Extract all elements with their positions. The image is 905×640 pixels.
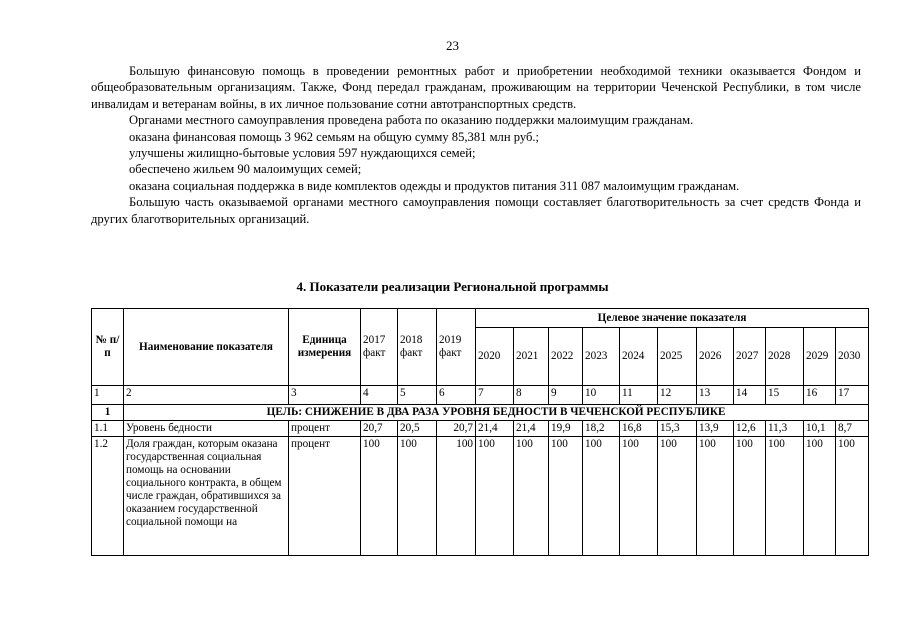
column-number: 10 [583, 386, 620, 405]
column-number: 9 [549, 386, 583, 405]
column-number: 16 [804, 386, 836, 405]
column-number: 13 [697, 386, 734, 405]
row-value: 10,1 [804, 421, 836, 437]
table-row [92, 421, 869, 437]
header-year: 2028 [766, 328, 804, 386]
row-value: 21,4 [476, 421, 514, 437]
row-value: 20,7 [361, 421, 398, 437]
row-num: 1.2 [92, 437, 124, 556]
row-name: Доля граждан, которым оказана государственная социальная помощь на основании социального контракта, в общем числе граждан, обратившихся за оказанием государственной социальной помощи на [124, 437, 289, 556]
row-value: 8,7 [836, 421, 869, 437]
row-num: 1.1 [92, 421, 124, 437]
body-text [91, 63, 861, 227]
header-year-fact: 2019 факт [437, 309, 476, 386]
row-value: 11,3 [766, 421, 804, 437]
row-value: 100 [836, 437, 869, 556]
goal-num: 1 [92, 405, 124, 421]
header-year: 2020 [476, 328, 514, 386]
row-value: 19,9 [549, 421, 583, 437]
header-row [92, 309, 869, 328]
row-unit: процент [289, 421, 361, 437]
header-year: 2027 [734, 328, 766, 386]
row-value: 100 [620, 437, 658, 556]
row-value: 100 [766, 437, 804, 556]
column-number: 5 [398, 386, 437, 405]
paragraph: Большую часть оказываемой органами местного самоуправления помощи составляет благотворительность за счет средств Фонда и других благотворительных организаций. [91, 195, 861, 226]
column-number: 8 [514, 386, 549, 405]
row-value: 16,8 [620, 421, 658, 437]
column-number: 17 [836, 386, 869, 405]
row-value: 100 [476, 437, 514, 556]
header-year: 2025 [658, 328, 697, 386]
column-number: 3 [289, 386, 361, 405]
column-number: 2 [124, 386, 289, 405]
column-numbers-row [92, 386, 869, 405]
paragraph: Органами местного самоуправления проведена работа по оказанию поддержки малоимущим гражданам. [129, 113, 694, 128]
header-name: Наименование показателя [124, 309, 289, 386]
header-year: 2021 [514, 328, 549, 386]
row-value: 18,2 [583, 421, 620, 437]
goal-row [92, 405, 869, 421]
column-number: 6 [437, 386, 476, 405]
column-number: 4 [361, 386, 398, 405]
header-year: 2022 [549, 328, 583, 386]
column-number: 11 [620, 386, 658, 405]
goal-text: ЦЕЛЬ: СНИЖЕНИЕ В ДВА РАЗА УРОВНЯ БЕДНОСТИ В ЧЕЧЕНСКОЙ РЕСПУБЛИКЕ [124, 405, 869, 421]
row-value: 100 [398, 437, 437, 556]
paragraph: Большую финансовую помощь в проведении ремонтных работ и приобретении необходимой техники оказывается Фондом и общеобразовательным организациям. Также, Фонд передал гражданам, проживающим на территории Чеченской Республики, в том числе инвалидам и ветеранам войны, в их личное пользование сотни автотранспортных средств. [91, 64, 861, 111]
row-value: 20,5 [398, 421, 437, 437]
row-value: 20,7 [437, 421, 476, 437]
column-number: 1 [92, 386, 124, 405]
page-number: 23 [446, 38, 459, 53]
column-number: 15 [766, 386, 804, 405]
header-num: № п/п [92, 309, 124, 386]
column-number: 7 [476, 386, 514, 405]
header-target-group: Целевое значение показателя [476, 309, 869, 328]
table-row [92, 437, 869, 556]
row-value: 100 [549, 437, 583, 556]
row-value: 100 [734, 437, 766, 556]
row-value: 21,4 [514, 421, 549, 437]
row-value: 12,6 [734, 421, 766, 437]
header-unit: Единица измерения [289, 309, 361, 386]
paragraph: обеспечено жильем 90 малоимущих семей; [129, 162, 362, 177]
row-value: 100 [804, 437, 836, 556]
row-value: 100 [437, 437, 476, 556]
header-year: 2029 [804, 328, 836, 386]
column-number: 14 [734, 386, 766, 405]
paragraph: улучшены жилищно-бытовые условия 597 нуждающихся семей; [129, 146, 476, 161]
header-year: 2026 [697, 328, 734, 386]
header-year: 2023 [583, 328, 620, 386]
row-value: 100 [583, 437, 620, 556]
header-year: 2024 [620, 328, 658, 386]
row-value: 100 [697, 437, 734, 556]
paragraph: оказана социальная поддержка в виде комплектов одежды и продуктов питания 311 087 малоимущим гражданам. [129, 178, 740, 193]
row-value: 100 [658, 437, 697, 556]
row-value: 100 [514, 437, 549, 556]
row-value: 15,3 [658, 421, 697, 437]
row-name: Уровень бедности [124, 421, 289, 437]
row-unit: процент [289, 437, 361, 556]
indicators-table [91, 308, 869, 556]
header-year-fact: 2018 факт [398, 309, 437, 386]
paragraph: оказана финансовая помощь 3 962 семьям на общую сумму 85,381 млн руб.; [129, 129, 540, 144]
row-value: 13,9 [697, 421, 734, 437]
row-value: 100 [361, 437, 398, 556]
column-number: 12 [658, 386, 697, 405]
header-year-fact: 2017 факт [361, 309, 398, 386]
section-title: 4. Показатели реализации Региональной программы [296, 279, 609, 294]
header-year: 2030 [836, 328, 869, 386]
